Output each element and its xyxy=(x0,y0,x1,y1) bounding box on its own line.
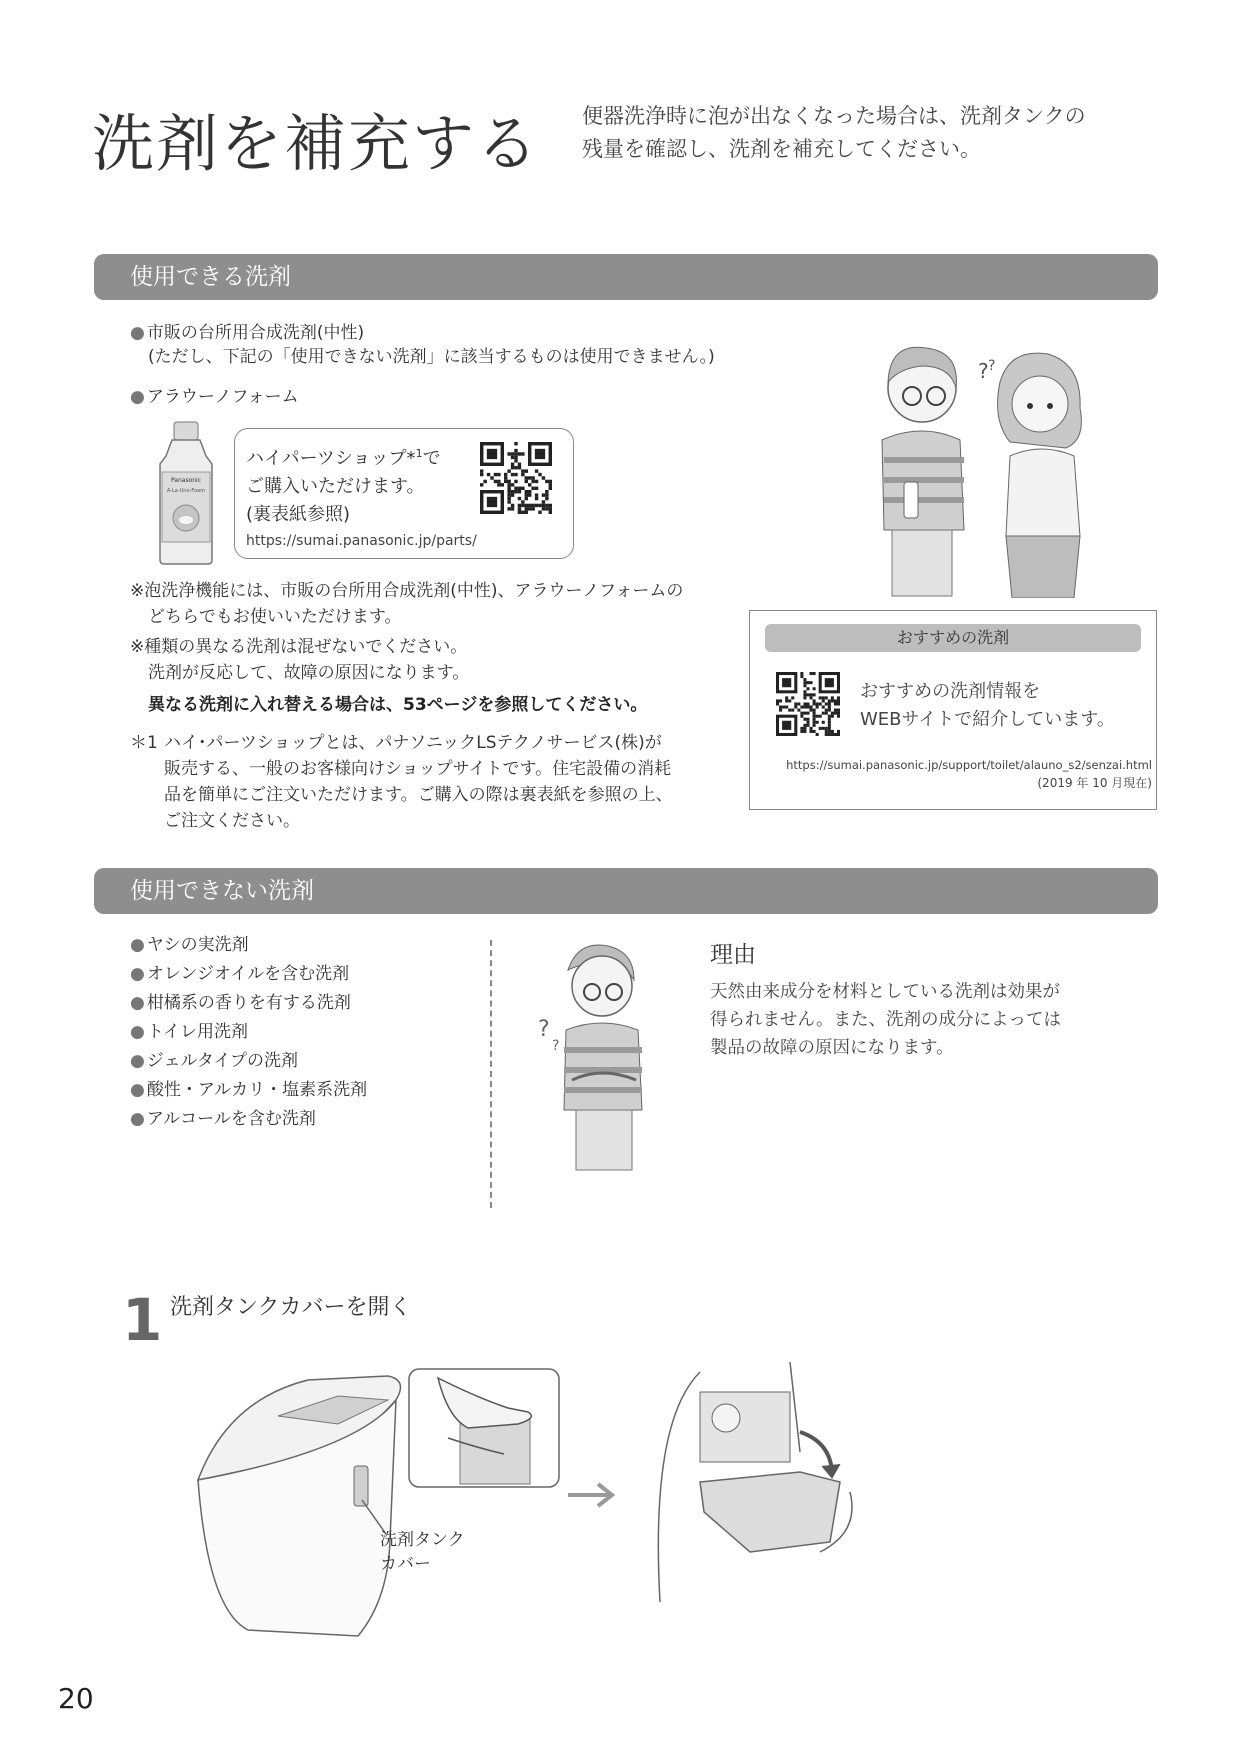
usable-item-1: ● 市販の台所用合成洗剤(中性) xyxy=(130,320,364,346)
callout-line-2: カバー xyxy=(380,1554,431,1574)
usable-item-1-note: (ただし、下記の「使用できない洗剤」に該当するものは使用できません。) xyxy=(148,347,715,367)
intro-text xyxy=(582,100,1086,166)
note-no-mixing xyxy=(130,634,647,718)
shop-url-link[interactable]: https://sumai.panasonic.jp/parts/ xyxy=(246,533,477,549)
svg-text:?: ? xyxy=(988,358,996,374)
reason-line-3: 製品の故障の原因になります。 xyxy=(710,1038,954,1058)
recommended-text xyxy=(860,678,1115,734)
footnote-line-a: ハイ･パーツショップとは、パナソニックLSテクノサービス(株)が xyxy=(164,733,662,753)
reason-line-2: 得られません。また、洗剤の成分によっては xyxy=(710,1010,1062,1030)
tank-cover-callout xyxy=(380,1528,465,1576)
confused-man-illustration xyxy=(538,940,658,1172)
intro-line-2: 残量を確認し、洗剤を補充してください。 xyxy=(582,137,981,161)
section-heading-unusable: 使用できない洗剤 xyxy=(94,868,1158,914)
callout-line-1: 洗剤タンク xyxy=(380,1530,465,1550)
unusable-item: ● ヤシの実洗剤 xyxy=(130,932,367,961)
step-title: 洗剤タンクカバーを開く xyxy=(170,1295,412,1320)
bottle-label: A-La-Uno-Foam xyxy=(166,488,206,494)
couple-illustration xyxy=(860,330,1096,598)
shop-text xyxy=(246,440,441,529)
recommended-qr-code-icon[interactable] xyxy=(776,672,840,736)
reason-text xyxy=(710,978,1061,1062)
note-2-line-b: 洗剤が反応して、故障の原因になります。 xyxy=(148,663,470,683)
shop-line-3: (裏表紙参照) xyxy=(246,504,351,525)
intro-line-1: 便器洗浄時に泡が出なくなった場合は、洗剤タンクの xyxy=(582,104,1086,128)
unusable-list xyxy=(130,932,367,1135)
note-compatibility xyxy=(130,578,683,630)
recommended-url-link[interactable]: https://sumai.panasonic.jp/support/toilet/alauno_s2/senzai.html xyxy=(786,758,1152,772)
page-title: 洗剤を補充する xyxy=(92,107,541,180)
shop-qr-code-icon[interactable] xyxy=(480,442,552,514)
unusable-item: ● 柑橘系の香りを有する洗剤 xyxy=(130,990,367,1019)
footnote-mark: ＊1 xyxy=(130,733,158,753)
note-2-line-c: 異なる洗剤に入れ替える場合は、53ページを参照してください。 xyxy=(148,695,648,715)
shop-line-1: ハイパーツショップ*$^1$で xyxy=(246,447,441,469)
bottle-brand: Panasonic xyxy=(170,477,202,484)
footnote-line-d: ご注文ください。 xyxy=(164,811,300,831)
shop-line-2: ご購入いただけます。 xyxy=(246,476,425,497)
page-number: 20 xyxy=(58,1682,94,1715)
hand-detail-inset xyxy=(408,1368,560,1488)
recommended-date: (2019 年 10 月現在) xyxy=(1037,776,1152,790)
shop-footnote-ref: 1 xyxy=(415,447,423,460)
opened-tank-illustration xyxy=(640,1362,880,1602)
unusable-item: ● アルコールを含む洗剤 xyxy=(130,1106,367,1135)
reason-title: 理由 xyxy=(710,942,756,968)
svg-text:?: ? xyxy=(552,1038,560,1054)
recommended-line-2: WEBサイトで紹介しています。 xyxy=(860,709,1115,730)
unusable-item: ● トイレ用洗剤 xyxy=(130,1019,367,1048)
detergent-bottle-illustration xyxy=(150,420,222,566)
note-1-line-b: どちらでもお使いいただけます。 xyxy=(148,607,402,627)
note-1-line-a: ※泡洗浄機能には、市販の台所用合成洗剤(中性)、アラウーノフォームの xyxy=(130,581,684,601)
arrow-right-icon xyxy=(566,1480,616,1510)
column-divider xyxy=(490,940,492,1208)
step-number: 1 xyxy=(122,1286,163,1354)
svg-text:?: ? xyxy=(978,359,989,383)
reason-line-1: 天然由来成分を材料としている洗剤は効果が xyxy=(710,982,1060,1002)
unusable-item: ● ジェルタイプの洗剤 xyxy=(130,1048,367,1077)
unusable-item: ● オレンジオイルを含む洗剤 xyxy=(130,961,367,990)
recommended-heading: おすすめの洗剤 xyxy=(765,624,1141,652)
recommended-line-1: おすすめの洗剤情報を xyxy=(860,681,1041,702)
footnote-line-b: 販売する、一般のお客様向けショップサイトです。住宅設備の消耗 xyxy=(164,759,672,779)
footnote-shop xyxy=(130,730,673,834)
note-2-line-a: ※種類の異なる洗剤は混ぜないでください。 xyxy=(130,637,468,657)
svg-text:?: ? xyxy=(538,1017,550,1042)
usable-item-2: ● アラウーノフォーム xyxy=(130,384,299,410)
section-heading-usable: 使用できる洗剤 xyxy=(94,254,1158,300)
footnote-line-c: 品を簡単にご注文いただけます。ご購入の際は裏表紙を参照の上、 xyxy=(164,785,673,805)
unusable-item: ● 酸性・アルカリ・塩素系洗剤 xyxy=(130,1077,367,1106)
